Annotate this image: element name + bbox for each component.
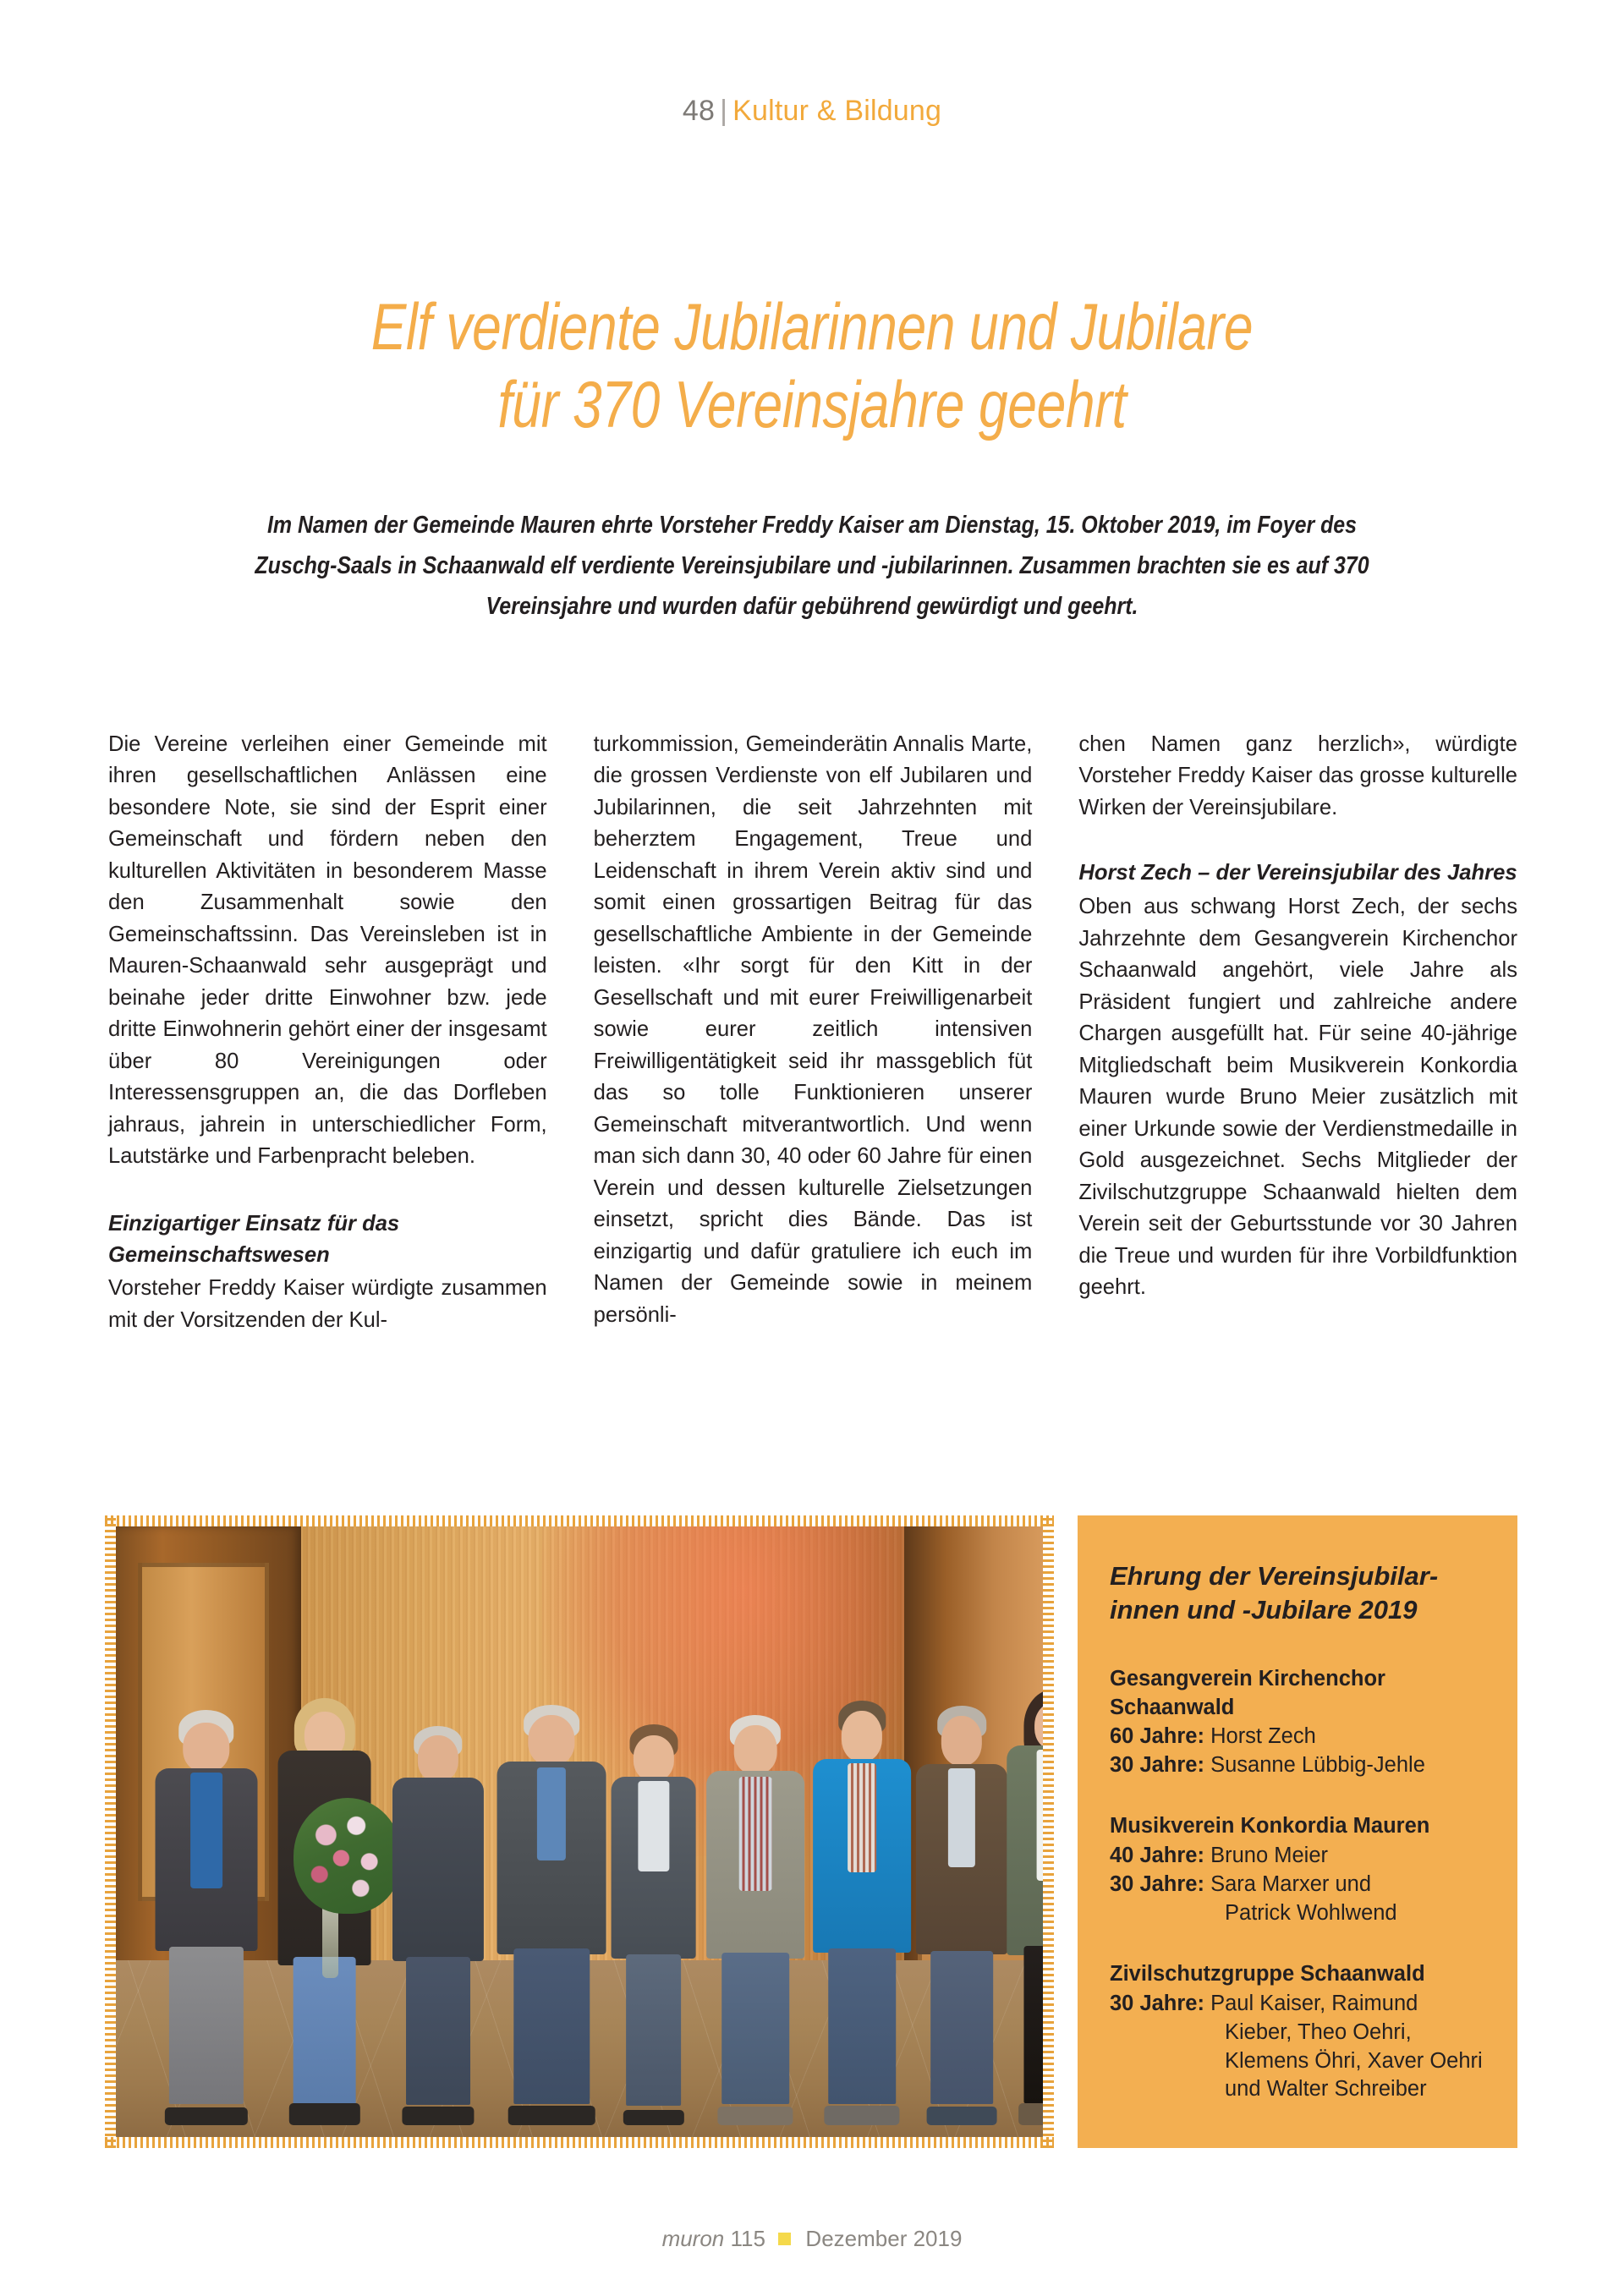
- issue-date: Dezember 2019: [805, 2226, 963, 2251]
- years-label: 30 Jahre:: [1110, 1753, 1204, 1778]
- person-5-shoes: [623, 2110, 684, 2125]
- column-3: [1078, 729, 1517, 1336]
- person-6-shirt: [739, 1777, 772, 1892]
- person-6-head: [734, 1725, 777, 1774]
- honouree-names: Susanne Lübbig-Jehle: [1210, 1753, 1425, 1778]
- group-name-line-1: Gesangverein Kirchenchor: [1110, 1666, 1385, 1690]
- years-label: 40 Jahre:: [1110, 1844, 1204, 1868]
- person-2-legs: [293, 1957, 356, 2107]
- honouree-names: Bruno Meier: [1210, 1844, 1328, 1868]
- person-5-head: [634, 1735, 674, 1781]
- infobox-group-gesangverein: [1110, 1665, 1485, 1781]
- person-3-legs: [406, 1957, 470, 2105]
- lead-paragraph: Im Namen der Gemeinde Mauren ehrte Vorsteher Freddy Kaiser am Dienstag, 15. Oktober 2019, im Foyer des Zuschg-Saals in Schaanwald elf verdiente Vereinsjubilare und -jubilarinnen. Zusammen brachten sie es auf 370 Vereinsjahre und wurden dafür gebührend gewürdigt und geehrt.: [255, 512, 1369, 620]
- column-1-subheading: Einzigartiger Einsatz für das Gemeinschaftswesen: [108, 1211, 400, 1267]
- infobox-group-musikverein: [1110, 1812, 1485, 1928]
- person-3: [389, 1726, 486, 2125]
- group-name-line-2: Schaanwald: [1110, 1695, 1235, 1719]
- page-title: [271, 288, 1353, 443]
- infobox-title-line-1: Ehrung der Vereinsjubilar-: [1110, 1561, 1439, 1591]
- flower-bouquet: [294, 1798, 402, 1914]
- honourees-infobox: [1078, 1515, 1517, 2148]
- column-1: [108, 729, 547, 1336]
- honouree-names-continued: Klemens Öhri, Xaver Oehri: [1225, 2048, 1483, 2073]
- infobox-title: [1110, 1559, 1485, 1628]
- group-name: [1110, 1960, 1485, 1989]
- photo-image: [116, 1526, 1043, 2137]
- group-name: [1110, 1665, 1485, 1723]
- person-4-legs: [513, 1948, 589, 2104]
- years-label: 30 Jahre:: [1110, 1991, 1204, 2015]
- honouree-names: Paul Kaiser, Raimund: [1210, 1991, 1418, 2015]
- issue-number: 115: [730, 2226, 765, 2251]
- person-3-head: [418, 1735, 458, 1781]
- person-9: [1001, 1689, 1043, 2124]
- person-9-legs: [1023, 1946, 1043, 2103]
- person-1-shirt: [190, 1773, 222, 1888]
- column-3-paragraph-1: chen Namen ganz herzlich», würdigte Vorsteher Freddy Kaiser das grosse kulturelle Wirken der Vereinsjubilare.: [1078, 732, 1518, 819]
- column-1-paragraph-2: Vorsteher Freddy Kaiser würdigte zusammen mit der Vorsitzenden der Kul-: [108, 1276, 547, 1332]
- person-5-shirt: [638, 1781, 669, 1871]
- person-7-shirt: [848, 1763, 876, 1872]
- person-7-head: [842, 1711, 882, 1762]
- honouree-row: [1110, 1723, 1485, 1751]
- honouree-names-continued: Kieber, Theo Oehri,: [1225, 2019, 1412, 2044]
- person-6: [705, 1715, 807, 2124]
- group-name-line-1: Zivilschutzgruppe Schaanwald: [1110, 1961, 1425, 1986]
- column-2: [594, 729, 1033, 1336]
- footer-square-icon: [778, 2233, 791, 2245]
- honouree-row: [1110, 1751, 1485, 1780]
- person-7-shoes: [825, 2106, 900, 2124]
- person-3-shoes: [402, 2107, 474, 2125]
- person-5: [607, 1747, 700, 2125]
- person-1-legs: [169, 1947, 244, 2104]
- person-6-legs: [721, 1953, 789, 2104]
- person-9-shoes: [1018, 2103, 1043, 2125]
- person-2-shoes: [288, 2103, 359, 2124]
- section-name: Kultur & Bildung: [732, 95, 942, 127]
- years-label: 60 Jahre:: [1110, 1724, 1204, 1749]
- column-1-paragraph-1: Die Vereine verleihen einer Gemeinde mit ihren gesellschaftlichen Anlässen eine besondere Note, sie sind der Esprit einer Gemeinschaft und fördern neben den kulturellen Aktivitäten in besonderem Masse den Zusammenhalt sowie den Gemeinschaftssinn. Das Vereinsleben ist in Mauren-Schaanwald sehr ausgeprägt und beinahe jeder dritte Einwohner bzw. jede dritte Einwohnerin gehört einer der insgesamt über 80 Vereinigungen oder Interessensgruppen an, die das Dorfleben jahraus, jahrein in unterschiedlicher Form, Lautstärke und Farbenpracht beleben.: [108, 732, 547, 1169]
- honouree-names-continued: und Walter Schreiber: [1225, 2077, 1427, 2101]
- person-4-shoes: [508, 2106, 595, 2125]
- person-2: [273, 1694, 376, 2124]
- photo-scene: [116, 1526, 1043, 2137]
- person-8-head: [941, 1716, 982, 1766]
- person-1: [153, 1710, 260, 2125]
- running-head-separator: |: [720, 95, 728, 127]
- years-label: 30 Jahre:: [1110, 1872, 1204, 1897]
- person-4-head: [528, 1715, 574, 1766]
- infobox-title-line-2: innen und -Jubilare 2019: [1110, 1595, 1418, 1625]
- publication-name: muron: [661, 2226, 725, 2251]
- page-footer: [0, 2226, 1624, 2252]
- person-1-shoes: [165, 2107, 248, 2125]
- people-group: [116, 1600, 1043, 2125]
- person-6-shoes: [718, 2107, 793, 2125]
- honouree-names: Sara Marxer und: [1210, 1872, 1372, 1897]
- person-4: [496, 1705, 607, 2125]
- column-3-subheading: Horst Zech – der Vereinsjubilar des Jahres: [1078, 861, 1517, 885]
- person-3-torso: [392, 1778, 484, 1961]
- person-8: [914, 1710, 1011, 2125]
- headline-line-1: Elf verdiente Jubilarinnen und Jubilare: [370, 289, 1254, 364]
- headline-line-2: für 370 Vereinsjahre geehrt: [497, 367, 1127, 442]
- group-name-line-1: Musikverein Konkordia Mauren: [1110, 1814, 1430, 1838]
- group-name: [1110, 1812, 1485, 1841]
- person-7-legs: [828, 1948, 896, 2104]
- running-head: [0, 95, 1624, 128]
- honouree-names: Horst Zech: [1210, 1724, 1316, 1749]
- person-8-shirt: [948, 1768, 975, 1868]
- column-3-paragraph-2: Oben aus schwang Horst Zech, der sechs Jahrzehnte dem Gesangverein Kirchenchor Schaanwald angehört, viele Jahre als Präsident fungiert und zahlreiche andere Chargen ausgefüllt hat. Für seine 40-jährige Mitgliedschaft beim Musikverein Konkordia Mauren wurde Bruno Meier zusätzlich mit einer Urkunde sowie der Verdienstmedaille in Gold ausgezeichnet. Sechs Mitglieder der Zivilschutzgruppe Schaanwald hielten dem Verein seit der Geburtsstunde vor 30 Jahren die Treue und wurden für ihre Vorbildfunktion geehrt.: [1078, 895, 1518, 1300]
- infobox-group-zivilschutz: [1110, 1960, 1485, 2105]
- person-9-blouse: [1036, 1750, 1043, 1881]
- column-2-paragraph-1: turkommission, Gemeinderätin Annalis Marte, die grossen Verdienste von elf Jubilaren und Jubilarinnen, die seit Jahrzehnten mit beherztem Engagement, Treue und Leidenschaft in ihrem Verein aktiv sind und somit einen grossartigen Beitrag für das gesellschaftliche Ambiente in der Gemeinde leisten. «Ihr sorgt für den Kitt in der Gesellschaft und mit eurer Freiwilligenarbeit sowie eurer zeitlich intensiven Freiwilligentätigkeit seid ihr massgeblich füt das so tolle Funktionieren unserer Gemeinschaft mitverantwortlich. Und wenn man sich dann 30, 40 oder 60 Jahre für einen Verein und dessen kulturelle Zielsetzungen einsetzt, spricht dies Bände. Das ist einzigartig und dafür gratuliere ich euch im Namen der Gemeinde sowie in meinem persönli-: [593, 732, 1033, 1327]
- person-8-shoes: [927, 2107, 997, 2125]
- honouree-names-continued: Patrick Wohlwend: [1225, 1900, 1397, 1925]
- person-8-legs: [930, 1951, 993, 2104]
- group-photo: [105, 1515, 1054, 2148]
- person-1-head: [183, 1723, 229, 1773]
- person-7: [811, 1705, 914, 2125]
- honouree-row: [1110, 1871, 1485, 1899]
- article-body: [108, 729, 1517, 1336]
- person-5-legs: [626, 1954, 682, 2106]
- page-number: 48: [682, 95, 716, 127]
- honouree-row: [1110, 1990, 1485, 2019]
- honouree-row: [1110, 1842, 1485, 1871]
- person-4-shirt: [537, 1767, 566, 1860]
